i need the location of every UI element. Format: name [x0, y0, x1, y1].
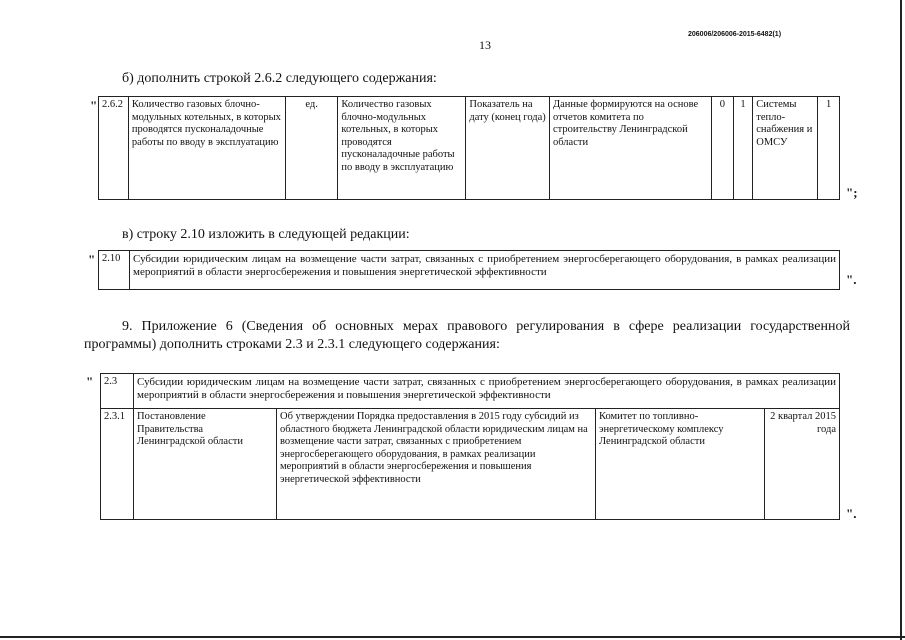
table2-close-quote: ".	[846, 272, 857, 287]
cell-executor: Комитет по топливно-энергетическому комплексу Ленинградской области	[596, 409, 765, 520]
document-number: 206006/206006-2015-6482(1)	[688, 31, 782, 38]
table-row	[99, 251, 840, 290]
cell-value-3: 1	[818, 97, 840, 200]
table3-open-quote: "	[86, 374, 94, 389]
cell-indicator: Показатель на дату (конец года)	[466, 97, 550, 200]
cell-code: 2.6.2	[99, 97, 129, 200]
cell-source: Данные формируются на основе отчетов комитета по строительству Ленинградской области	[549, 97, 711, 200]
table2-open-quote: "	[88, 252, 96, 267]
page-edge-right	[900, 0, 902, 640]
cell-act-type: Постановление Правительства Ленинградской области	[134, 409, 277, 520]
table-row-2-10	[98, 250, 840, 290]
paragraph-9: 9. Приложение 6 (Сведения об основных мерах правового регулирования в сфере реализации государственной программы) дополнить строками 2.3 и 2.3.1 следующего содержания:	[84, 319, 850, 352]
cell-definition: Количество газовых блочно-модульных котельных, в которых проводятся пусконаладочные работы по вводу в эксплуатацию	[338, 97, 466, 200]
cell-text: Субсидии юридическим лицам на возмещение части затрат, связанных с приобретением энергосберегающего оборудования, в рамках реализации мероприятий в области энергосбережения и повышения энергетической эффективности	[130, 251, 840, 290]
table1-close-quote: ";	[846, 185, 858, 200]
paragraph-b: б) дополнить строкой 2.6.2 следующего содержания:	[122, 71, 437, 86]
cell-name: Количество газовых блочно-модульных котельных, в которых проводятся пусконаладочные работы по вводу в эксплуатацию	[128, 97, 285, 200]
cell-unit: ед.	[285, 97, 338, 200]
paragraph-v: в) строку 2.10 изложить в следующей редакции:	[122, 227, 410, 242]
cell-term: 2 квартал 2015 года	[765, 409, 840, 520]
page-number: 13	[479, 38, 491, 52]
cell-act-title: Об утверждении Порядка предоставления в 2015 году субсидий из областного бюджета Ленинградской области юридическим лицам на возмещение части затрат, связанных с приобретением энергосберегающего оборудования, в рамках реализации мероприятий в области энергосбережения и повышения энергетической эффективности	[277, 409, 596, 520]
table-row	[101, 409, 840, 520]
table-row	[101, 374, 840, 409]
table-legal-measures	[100, 373, 840, 520]
cell-code: 2.10	[99, 251, 130, 290]
cell-text: Субсидии юридическим лицам на возмещение части затрат, связанных с приобретением энергосберегающего оборудования, в рамках реализации мероприятий в области энергосбережения и повышения энергетической эффективности	[134, 374, 840, 409]
page-edge-bottom	[0, 636, 905, 638]
cell-code: 2.3	[101, 374, 134, 409]
cell-code: 2.3.1	[101, 409, 134, 520]
cell-value-1: 0	[711, 97, 733, 200]
table1-open-quote: "	[90, 98, 98, 113]
cell-system: Системы тепло-снабжения и ОМСУ	[753, 97, 818, 200]
table3-close-quote: ".	[846, 506, 857, 521]
table-row	[99, 97, 840, 200]
table-indicator-2-6-2	[98, 96, 840, 200]
cell-value-2: 1	[733, 97, 753, 200]
